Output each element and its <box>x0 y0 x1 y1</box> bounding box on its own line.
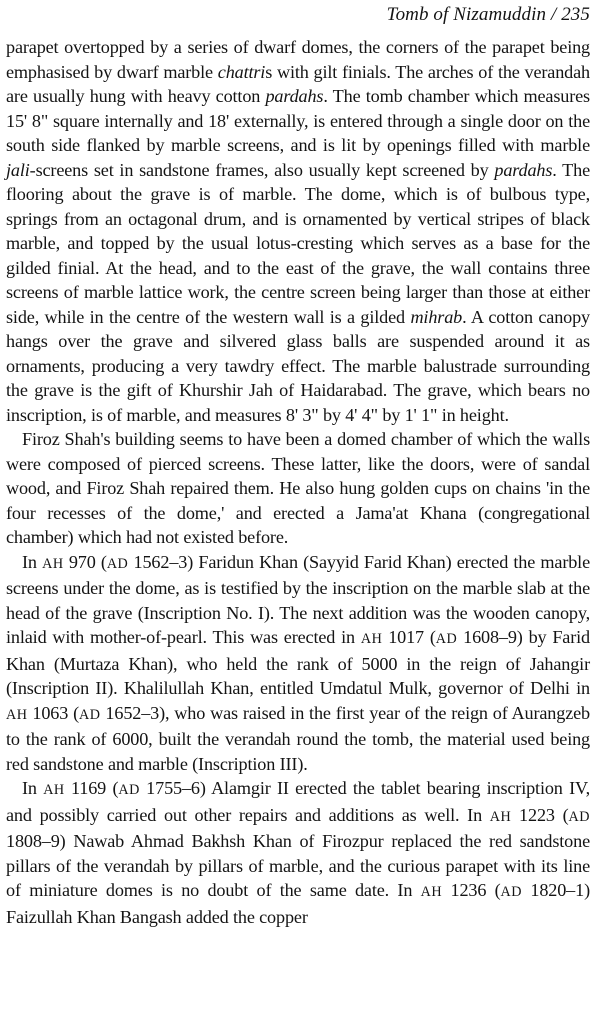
text-run: . The tomb chamber which measures 15' 8" square internally and 18' externally, is entered through a single door on the south side flanked by marble screens, and is lit by openings filled with marble <box>6 86 590 155</box>
era-abbreviation: AD <box>435 631 458 647</box>
italic-term: chattri <box>217 61 266 82</box>
text-run: 1562–3) Faridun Khan (Sayyid Farid Khan) erected the marble screens under the dome, as is testified by the inscription on the marble slab at the head of the grave (Inscription No. I). The next addition was the wooden canopy, inlaid with mother-of-pearl. This was erected in <box>6 551 590 647</box>
paragraph <box>6 776 590 929</box>
era-abbreviation: AH <box>420 884 443 900</box>
text-run: -screens set in sandstone frames, also usually kept screened by <box>29 159 495 180</box>
text-run: 1755–6) Alamgir II erected the tablet bearing inscription IV, and possibly carried out other repairs and additions as well. In <box>6 778 591 825</box>
italic-term: mihrab <box>410 306 463 327</box>
body-text <box>6 35 590 929</box>
text-run: In <box>22 778 44 798</box>
text-run: . The flooring about the grave is of marble. The dome, which is of bulbous type, springs from an octagonal drum, and is ornamented by vertical stripes of black marble, and topped by the usual lotus-cresting which serves as a base for the gilded finial. At the head, and to the east of the grave, the wall contains three screens of marble lattice work, the centre screen being larger than those at either side, while in the centre of the western wall is a gilded <box>6 159 590 327</box>
text-run: s with gilt finials. The arches of the verandah are usually hung with heavy cotton <box>6 61 590 106</box>
text-run: . A cotton canopy hangs over the grave and silvered glass balls are suspended around it as ornaments, producing a very tawdry effect. The marble balustrade surrounding the grave is the gift of Khurshir Jah of Haidarabad. The grave, which bears no inscription, is of marble, and measures 8' 3" by 4' 4" by 1' 1" in height. <box>6 306 590 425</box>
text-run: 1608–9) by Farid Khan (Murtaza Khan), who held the rank of 5000 in the reign of Jahangir (Inscription II). Khalilullah Khan, entitled Umdatul Mulk, governor of Delhi in <box>6 627 590 698</box>
paragraph <box>6 35 590 427</box>
text-run: 1236 ( <box>442 880 501 900</box>
running-head: Tomb of Nizamuddin / 235 <box>386 4 590 25</box>
italic-term: pardahs <box>494 159 553 180</box>
paragraph <box>6 427 590 550</box>
text-run: 1820–1) Faizullah Khan Bangash added the copper <box>6 880 590 927</box>
text-run: 970 ( <box>63 551 107 572</box>
era-abbreviation: AH <box>6 706 28 723</box>
text-run: 1223 ( <box>511 804 569 825</box>
text-run: Firoz Shah's building seems to have been a domed chamber of which the walls were composed of pierced screens. These latter, like the doors, were of sandal wood, and Firoz Shah repaired them. He also hung golden cups on chains 'in the four recesses of the dome,' and erected a Jama'at Khana (congregational chamber) which had not existed before. <box>6 429 590 547</box>
text-run: 1652–3), who was raised in the first year of the reign of Aurangzeb to the rank of 6000, built the verandah round the tomb, the material used being red sandstone and marble (Inscription III). <box>6 702 590 774</box>
text-run: 1169 ( <box>64 778 119 798</box>
text-run: 1063 ( <box>27 702 80 723</box>
era-abbreviation: AD <box>118 782 140 798</box>
era-abbreviation: AD <box>568 808 590 825</box>
era-abbreviation: AD <box>106 555 129 572</box>
era-abbreviation: AH <box>42 555 64 572</box>
era-abbreviation: AH <box>489 808 512 825</box>
era-abbreviation: AH <box>43 782 65 798</box>
text-run: parapet overtopped by a series of dwarf domes, the corners of the parapet being emphasised by dwarf marble <box>6 37 590 82</box>
text-run: 1808–9) Nawab Ahmad Bakhsh Khan of Firozpur replaced the red sandstone pillars of the verandah by pillars of marble, and the curious parapet with its line of miniature domes is no doubt of the same date. In <box>6 831 590 900</box>
italic-term: jali <box>6 159 30 180</box>
era-abbreviation: AH <box>360 631 383 647</box>
paragraph <box>6 550 590 777</box>
italic-term: pardahs <box>265 86 324 106</box>
book-page <box>6 0 590 1025</box>
text-run: 1017 ( <box>382 627 436 647</box>
era-abbreviation: AD <box>79 706 101 723</box>
text-run: In <box>22 551 43 572</box>
era-abbreviation: AD <box>500 884 523 900</box>
